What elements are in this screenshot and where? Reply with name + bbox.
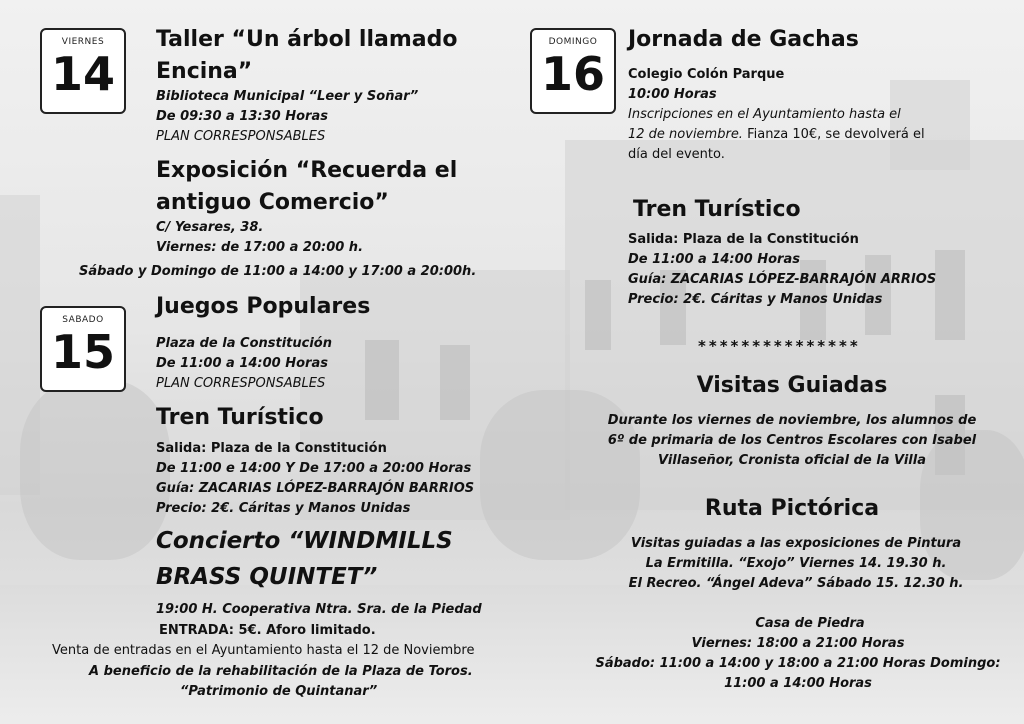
date-box-domingo — [530, 28, 616, 114]
event-place: C/ Yesares, 38. — [156, 220, 264, 235]
event-place: Plaza de la Constitución — [156, 336, 332, 351]
event-title: Exposición “Recuerda el — [156, 158, 458, 183]
event-time: Viernes: de 17:00 a 20:00 h. — [156, 240, 364, 255]
event-text: Visitas guiadas a las exposiciones de Pintura — [630, 536, 962, 551]
event-title: Taller “Un árbol llamado — [156, 27, 458, 52]
event-title: Ruta Pictórica — [704, 496, 880, 521]
event-note: Venta de entradas en el Ayuntamiento hasta el 12 de Noviembre — [52, 643, 475, 658]
event-note: Inscripciones en el Ayuntamiento hasta el — [628, 107, 901, 122]
event-text: 11:00 a 14:00 Horas — [724, 676, 872, 691]
event-text: 6º de primaria de los Centros Escolares con Isabel — [607, 433, 977, 448]
event-time: De 09:30 a 13:30 Horas — [156, 109, 328, 124]
event-title: Jornada de Gachas — [628, 27, 859, 52]
day-name: SABADO — [62, 315, 104, 325]
event-time: 10:00 Horas — [628, 87, 717, 102]
event-text: Villaseñor, Cronista oficial de la Villa — [658, 453, 926, 468]
event-plan: PLAN CORRESPONSABLES — [156, 129, 326, 144]
concert-title: Concierto “WINDMILLS — [156, 528, 453, 554]
event-place: Salida: Plaza de la Constitución — [628, 232, 859, 247]
event-title: Tren Turístico — [156, 405, 324, 430]
separator-stars: *************** — [698, 337, 861, 355]
event-place: Biblioteca Municipal “Leer y Soñar” — [156, 89, 419, 104]
day-name: DOMINGO — [548, 37, 598, 47]
event-title: Encina” — [156, 59, 253, 84]
event-title: Juegos Populares — [156, 294, 371, 319]
event-note: 12 de noviembre. Fianza 10€, se devolverá el — [628, 127, 925, 142]
date-box-sabado — [40, 306, 126, 392]
event-text: La Ermitilla. “Exojo” Viernes 14. 19.30 h. — [645, 556, 947, 571]
event-price: Precio: 2€. Cáritas y Manos Unidas — [156, 501, 411, 516]
event-time: De 11:00 e 14:00 Y De 17:00 a 20:00 Horas — [156, 461, 472, 476]
event-place: 19:00 H. Cooperativa Ntra. Sra. de la Piedad — [156, 602, 482, 617]
event-title: Tren Turístico — [633, 197, 801, 222]
event-price: ENTRADA: 5€. Aforo limitado. — [159, 623, 376, 638]
event-time: De 11:00 a 14:00 Horas — [156, 356, 328, 371]
concert-title: BRASS QUINTET” — [156, 564, 378, 590]
event-note: día del evento. — [628, 147, 725, 162]
date-box-viernes — [40, 28, 126, 114]
day-name: VIERNES — [61, 37, 105, 47]
event-time: Sábado y Domingo de 11:00 a 14:00 y 17:00 a 20:00h. — [79, 264, 477, 279]
event-guide: Guía: ZACARIAS LÓPEZ-BARRAJÓN BARRIOS — [156, 481, 475, 496]
event-text: Durante los viernes de noviembre, los alumnos de — [607, 413, 977, 428]
event-text: Viernes: 18:00 a 21:00 Horas — [691, 636, 905, 651]
event-place: Colegio Colón Parque — [628, 67, 785, 82]
event-text: Casa de Piedra — [755, 616, 865, 631]
event-text: El Recreo. “Ángel Adeva” Sábado 15. 12.30 h. — [628, 576, 964, 591]
event-guide: Guía: ZACARIAS LÓPEZ-BARRAJÓN ARRIOS — [628, 272, 937, 287]
event-title: Visitas Guiadas — [696, 373, 888, 398]
event-note: “Patrimonio de Quintanar” — [180, 684, 378, 699]
event-time: De 11:00 a 14:00 Horas — [628, 252, 800, 267]
day-number: 14 — [50, 47, 115, 101]
event-plan: PLAN CORRESPONSABLES — [156, 376, 326, 391]
event-note: A beneficio de la rehabilitación de la Plaza de Toros. — [89, 664, 473, 679]
event-text: Sábado: 11:00 a 14:00 y 18:00 a 21:00 Horas Domingo: — [595, 656, 1001, 671]
event-title: antiguo Comercio” — [156, 190, 389, 215]
day-number: 16 — [540, 47, 605, 101]
event-price: Precio: 2€. Cáritas y Manos Unidas — [628, 292, 883, 307]
event-place: Salida: Plaza de la Constitución — [156, 441, 387, 456]
day-number: 15 — [50, 325, 115, 379]
